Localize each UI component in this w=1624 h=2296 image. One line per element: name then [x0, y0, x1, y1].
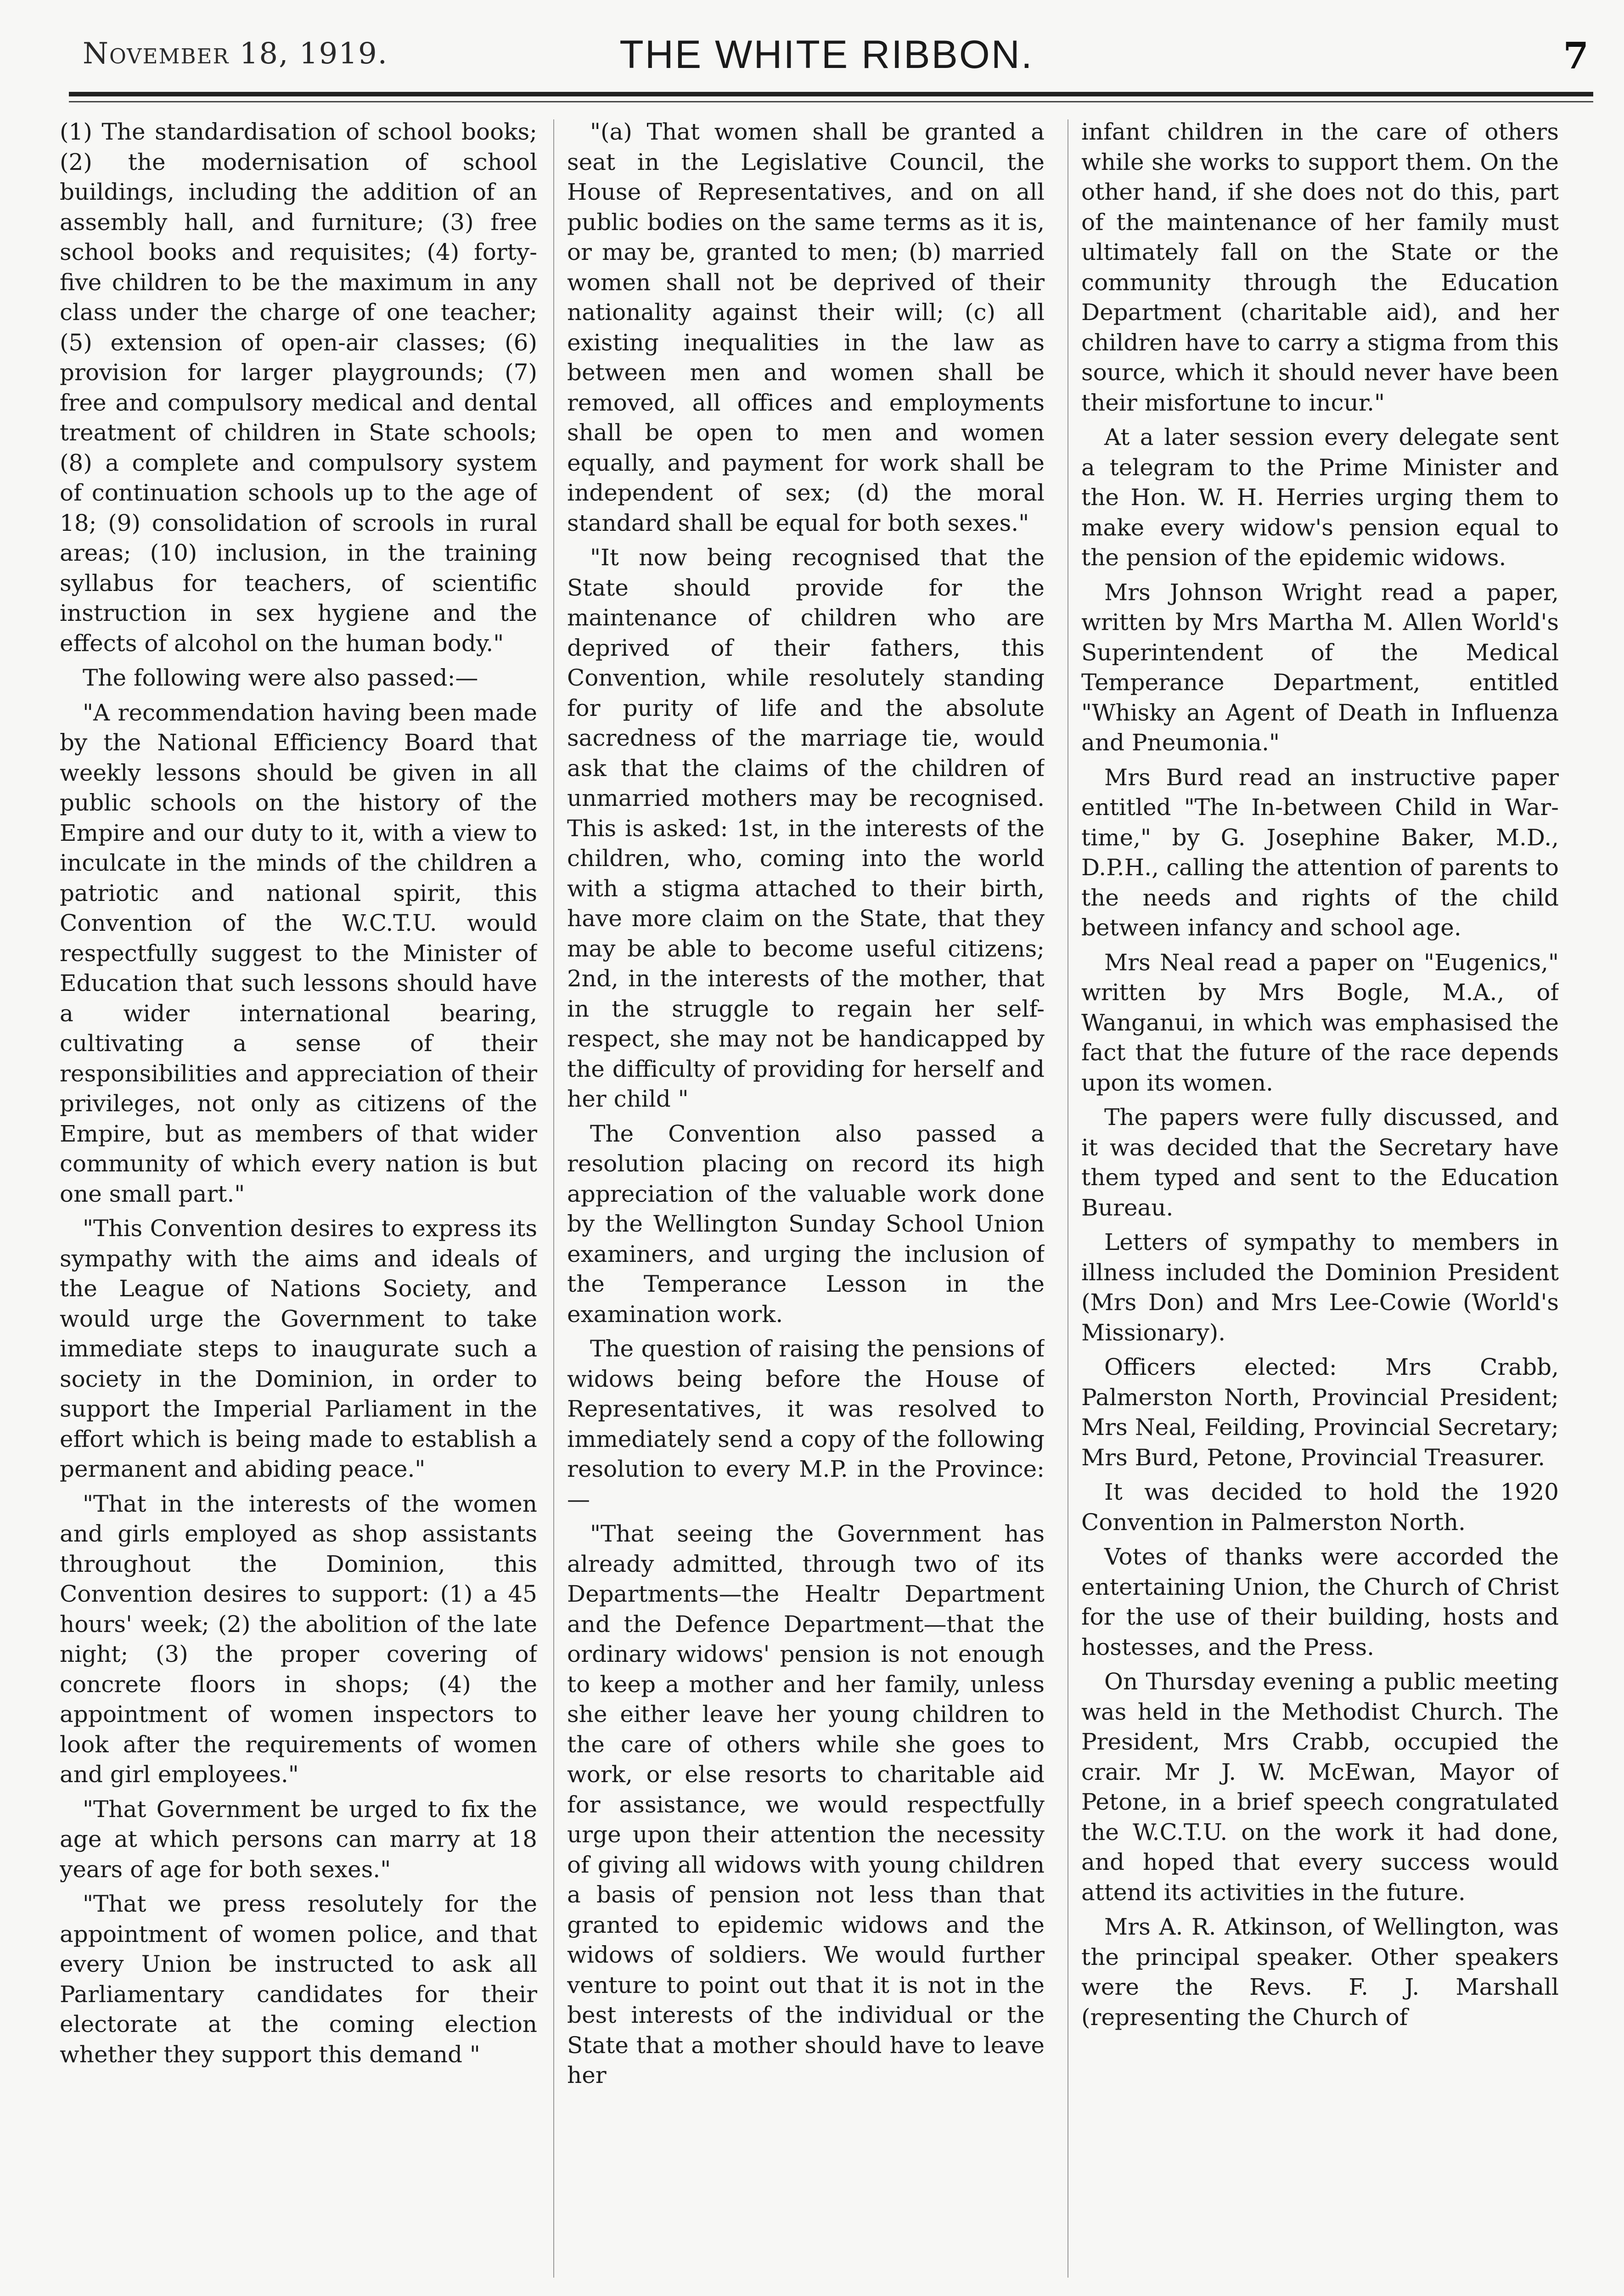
- paragraph: Mrs Burd read an instructive paper entitled "The In-between Child in War-time," by G. Josephine Baker, M.D., D.P.H., calling the attention of parents to the needs and rights of the child between infancy and school age.: [1081, 764, 1559, 941]
- masthead-title: THE WHITE RIBBON.: [619, 33, 1034, 77]
- paragraph: "That Government be urged to fix the age at which persons can marry at 18 years of age for both sexes.": [60, 1795, 537, 1883]
- paragraph: Mrs Neal read a paper on "Eugenics," written by Mrs Bogle, M.A., of Wanganui, in which was emphasised the fact that the future of the race depends upon its women.: [1081, 949, 1559, 1096]
- paragraph: "This Convention desires to express its sympathy with the aims and ideals of the League of Nations Society, and would urge the Government to take immediate steps to inaugurate such a society in the Dominion, in order to support the Imperial Parliament in the effort which is being made to establish a permanent and abiding peace.": [60, 1215, 537, 1482]
- column-1: [60, 117, 537, 2294]
- paragraph: "(a) That women shall be granted a seat in the Legislative Council, the House of Representatives, and on all public bodies on the same terms as it is, or may be, granted to men; (b) married women shall not be deprived of their nationality against their will; (c) all existing inequalities in the law as between men and women shall be removed, all offices and employments shall be open to men and women equally, and payment for work shall be independent of sex; (d) the moral standard shall be equal for both sexes.": [567, 118, 1045, 536]
- paragraph: The papers were fully discussed, and it was decided that the Secretary have them typed and sent to the Education Bureau.: [1081, 1104, 1559, 1221]
- paragraph: "That seeing the Government has already admitted, through two of its Departments—the Healtr Department and the Defence Department—that the ordinary widows' pension is not enough to keep a mother and her family, unless she either leave her young children to the care of others while she goes to work, or else resorts to charitable aid for assistance, we would respectfully urge upon their attention the necessity of giving all widows with young children a basis of pension not less than that granted to epidemic widows and the widows of soldiers. We would further venture to point out that it is not in the best interests of the individual or the State that a mother should have to leave her: [567, 1520, 1045, 2088]
- header-rule-thin: [69, 101, 1593, 102]
- paragraph: (1) The standardisation of school books; (2) the modernisation of school buildings, including the addition of an assembly hall, and furniture; (3) free school books and requisites; (4) forty-five children to be the maximum in any class under the charge of one teacher; (5) extension of open-air classes; (6) provision for larger playgrounds; (7) free and compulsory medical and dental treatment of children in State schools; (8) a complete and compulsory system of continuation schools up to the age of 18; (9) consolidation of scrools in rural areas; (10) inclusion, in the training syllabus for teachers, of scientific instruction in sex hygiene and the effects of alcohol on the human body.": [60, 118, 537, 657]
- paragraph: The following were also passed:—: [83, 664, 478, 691]
- paragraph: The question of raising the pensions of widows being before the House of Representatives, it was resolved to immediately send a copy of the following resolution to every M.P. in the Province:—: [567, 1335, 1045, 1513]
- paragraph: "A recommendation having been made by the National Efficiency Board that weekly lessons should be given in all public schools on the history of the Empire and our duty to it, with a view to inculcate in the minds of the children a patriotic and national spirit, this Convention of the W.C.T.U. would respectfully suggest to the Minister of Education that such lessons should have a wider international bearing, cultivating a sense of their responsibilities and appreciation of their privileges, not only as citizens of the Empire, but as members of that wider community of which every nation is but one small part.": [60, 699, 537, 1207]
- paragraph: At a later session every delegate sent a telegram to the Prime Minister and the Hon. W. H. Herries urging them to make every widow's pension equal to the pension of the epidemic widows.: [1081, 424, 1559, 571]
- paragraph: Letters of sympathy to members in illness included the Dominion President (Mrs Don) and Mrs Lee-Cowie (World's Missionary).: [1081, 1229, 1559, 1346]
- paragraph: "It now being recognised that the State should provide for the maintenance of children who are deprived of their fathers, this Convention, while resolutely standing for purity of life and the absolute sacredness of the marriage tie, would ask that the claims of the children of unmarried mothers may be recognised. This is asked: 1st, in the interests of the children, who, coming into the world with a stigma attached to their birth, have more claim on the State, that they may be able to become useful citizens; 2nd, in the interests of the mother, that in the struggle to regain her self-respect, she may not be handicapped by the difficulty of providing for herself and her child ": [567, 544, 1045, 1112]
- column-3: [1081, 117, 1559, 2294]
- page-header: [64, 32, 1589, 87]
- issue-date: November 18, 1919.: [83, 37, 388, 71]
- paragraph: Votes of thanks were accorded the entertaining Union, the Church of Christ for the use of their building, hosts and hostesses, and the Press.: [1081, 1543, 1559, 1660]
- header-rule-thick: [69, 92, 1593, 96]
- page-number: 7: [1563, 34, 1589, 77]
- paragraph: Officers elected: Mrs Crabb, Palmerston North, Provincial President; Mrs Neal, Feilding, Provincial Secretary; Mrs Burd, Petone, Provincial Treasurer.: [1081, 1354, 1559, 1471]
- paragraph: It was decided to hold the 1920 Convention in Palmerston North.: [1081, 1479, 1559, 1536]
- column-divider: [553, 119, 554, 2278]
- paragraph: "That in the interests of the women and girls employed as shop assistants throughout the Dominion, this Convention desires to support: (1) a 45 hours' week; (2) the abolition of the late night; (3) the proper covering of concrete floors in shops; (4) the appointment of women inspectors to look after the requirements of women and girl employees.": [60, 1490, 537, 1788]
- column-2: [567, 117, 1045, 2294]
- paragraph: infant children in the care of others while she works to support them. On the other hand, if she does not do this, part of the maintenance of her family must ultimately fall on the State or the community through the Education Department (charitable aid), and her children have to carry a stigma from this source, which it should never have been their misfortune to incur.": [1081, 118, 1559, 416]
- paragraph: Mrs A. R. Atkinson, of Wellington, was the principal speaker. Other speakers were the Revs. F. J. Marshall (representing the Church of: [1081, 1913, 1559, 2031]
- paragraph: "That we press resolutely for the appointment of women police, and that every Union be instructed to ask all Parliamentary candidates for their electorate at the coming election whether they support this demand ": [60, 1891, 537, 2068]
- paragraph: Mrs Johnson Wright read a paper, written by Mrs Martha M. Allen World's Superintendent of the Medical Temperance Department, entitled "Whisky an Agent of Death in Influenza and Pneumonia.": [1081, 579, 1559, 756]
- paragraph: On Thursday evening a public meeting was held in the Methodist Church. The President, Mrs Crabb, occupied the crair. Mr J. W. McEwan, Mayor of Petone, in a brief speech congratulated the W.C.T.U. on the work it had done, and hoped that every success would attend its activities in the future.: [1081, 1668, 1559, 1906]
- paragraph: The Convention also passed a resolution placing on record its high appreciation of the valuable work done by the Wellington Sunday School Union examiners, and urging the inclusion of the Temperance Lesson in the examination work.: [567, 1120, 1045, 1328]
